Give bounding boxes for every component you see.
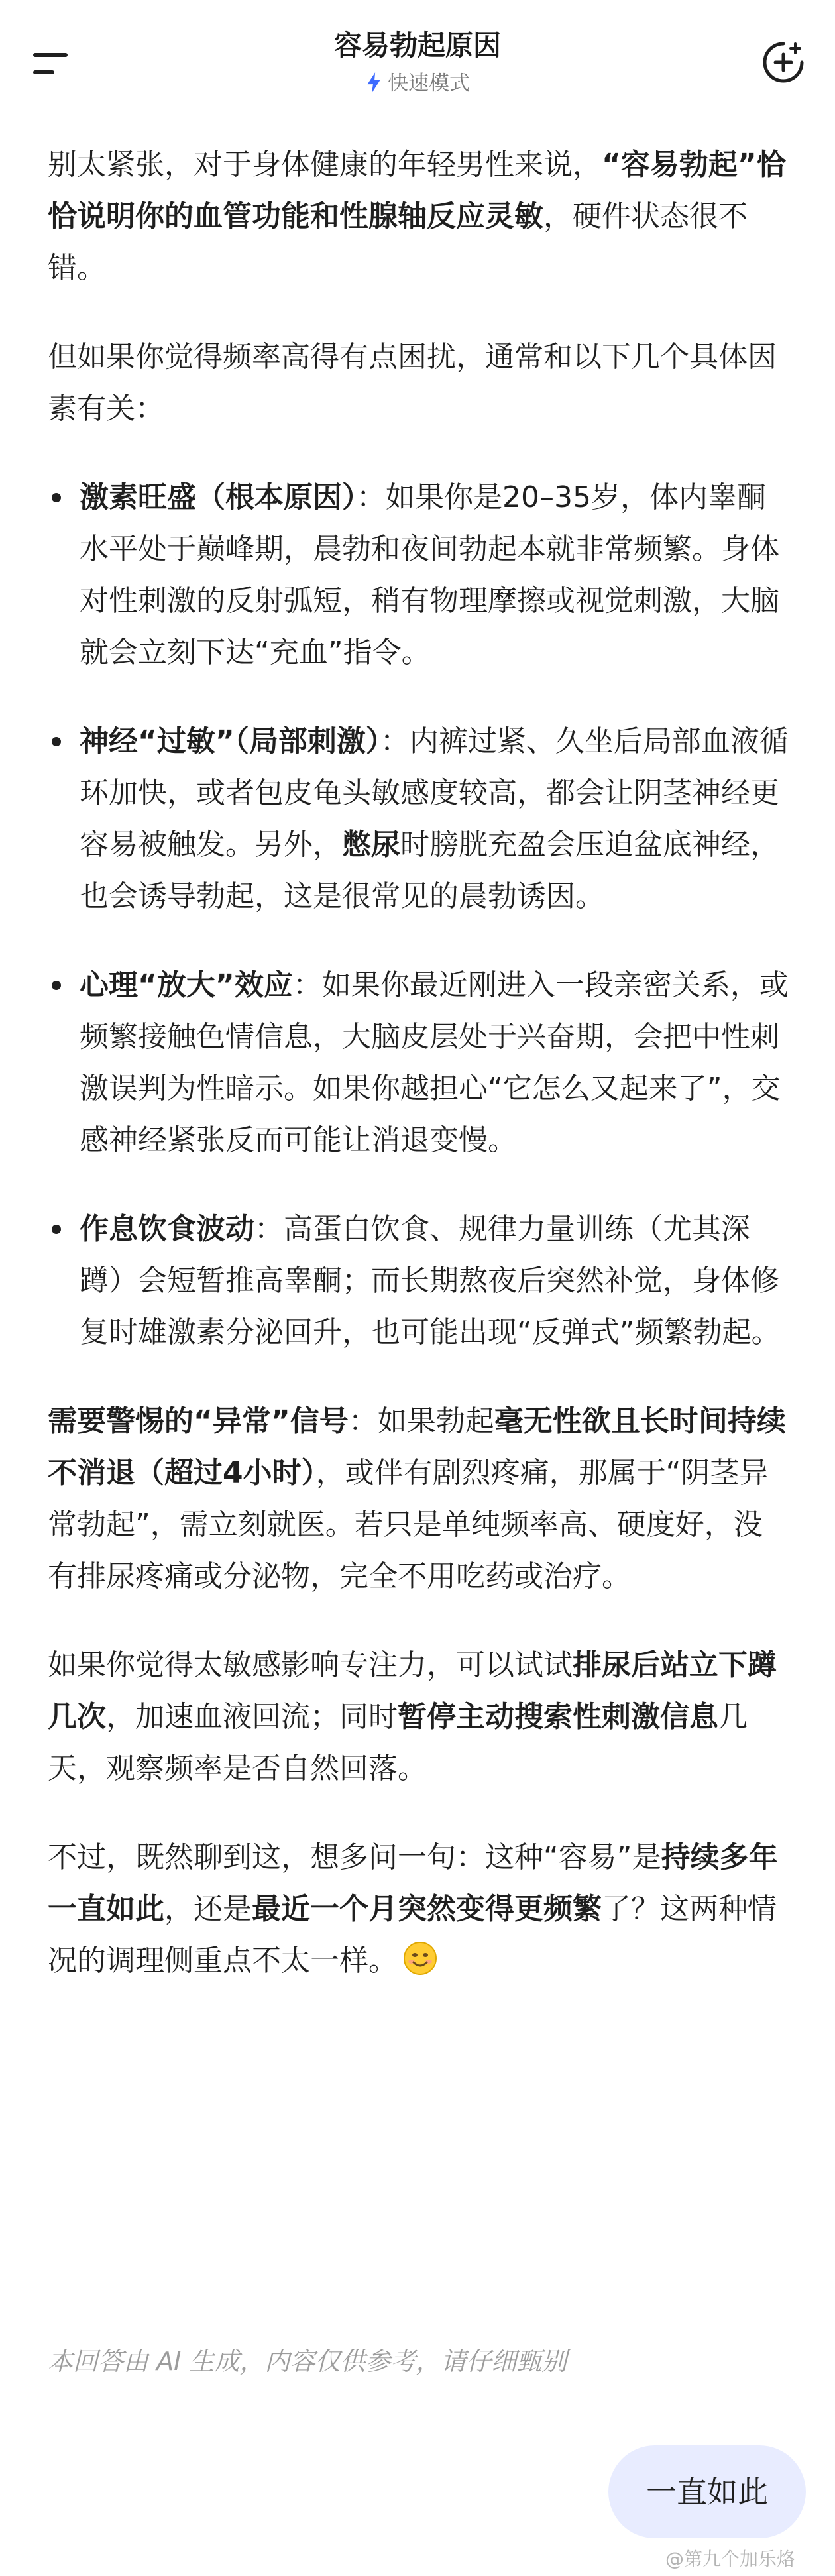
question-text: ，还是 xyxy=(164,1892,252,1926)
question-text-end: 了？这两种情况的调理侧重点不太一样。 xyxy=(48,1892,777,1978)
question-text: 不过，既然聊到这，想多问一句：这种“容易”是 xyxy=(48,1840,661,1874)
conversation-title: 容易勃起原因 xyxy=(333,29,501,62)
bullet-item xyxy=(48,716,790,923)
advice-bold: 暂停主动搜索性刺激信息 xyxy=(398,1700,718,1734)
smiling-face-icon xyxy=(403,1941,437,1976)
bullet-dot xyxy=(52,981,61,990)
intro-bold: “容易勃起”恰恰说明你的血管功能和性腺轴反应灵敏 xyxy=(48,148,786,233)
intro-text-end: ，硬件状态很不错。 xyxy=(48,199,748,285)
warning-bold: 毫无性欲且长时间持续不消退（超过4小时） xyxy=(48,1404,786,1490)
bullet-title: 神经“过敏”（局部刺激） xyxy=(80,724,380,758)
plus-circle-icon[interactable] xyxy=(761,40,806,85)
advice-bold: 排尿后站立下蹲几次 xyxy=(48,1648,777,1734)
bullet-title: 心理“放大”效应 xyxy=(80,968,293,1002)
bullet-dot xyxy=(52,493,61,502)
advice-paragraph xyxy=(48,1640,790,1795)
bullet-title: 作息饮食波动 xyxy=(80,1212,254,1246)
bullet-title: 激素旺盛（根本原因） xyxy=(80,480,357,514)
warning-text: ：如果勃起 xyxy=(348,1404,494,1438)
bullet-text: ：内裤过紧、久坐后局部血液循环加快，或者包皮龟头敏感度较高，都会让阴茎神经更容易被触发。另外， xyxy=(80,724,789,862)
lightning-icon xyxy=(365,72,382,94)
question-paragraph xyxy=(48,1832,790,1987)
bullet-bold: 憋尿 xyxy=(342,828,400,862)
bullet-item xyxy=(48,472,790,679)
user-message-bubble[interactable]: 一直如此 xyxy=(608,2445,806,2538)
ai-disclaimer: 本回答由 AI 生成，内容仅供参考，请仔细甄别 xyxy=(48,2347,567,2376)
advice-text: 如果你觉得太敏感影响专注力，可以试试 xyxy=(48,1648,573,1682)
assistant-message xyxy=(48,126,790,1987)
warning-paragraph xyxy=(48,1396,790,1602)
bullet-item xyxy=(48,960,790,1166)
top-bar xyxy=(0,0,835,133)
question-bold: 最近一个月突然变得更频繁 xyxy=(252,1892,602,1926)
question-bold: 持续多年一直如此 xyxy=(48,1840,778,1926)
mode-label: 快速模式 xyxy=(388,72,470,95)
lead-paragraph: 但如果你觉得频率高得有点困扰，通常和以下几个具体因素有关： xyxy=(48,340,777,425)
bullet-text: ：如果你最近刚进入一段亲密关系，或频繁接触色情信息，大脑皮层处于兴奋期，会把中性刺激误判为性暗示。如果你越担心“它怎么又起来了”，交感神经紧张反而可能让消退变慢。 xyxy=(80,968,789,1157)
bullet-text: ：高蛋白饮食、规律力量训练（尤其深蹲）会短暂推高睾酮；而长期熬夜后突然补觉，身体修复时雄激素分泌回升，也可能出现“反弹式”频繁勃起。 xyxy=(80,1212,781,1349)
bullet-dot xyxy=(52,1225,61,1234)
mode-indicator[interactable] xyxy=(0,66,835,96)
warning-heading: 需要警惕的“异常”信号 xyxy=(48,1404,349,1438)
bullet-dot xyxy=(52,737,61,746)
warning-text-end: ，或伴有剧烈疼痛，那属于“阴茎异常勃起”，需立刻就医。若只是单纯频率高、硬度好，没有排尿疼痛或分泌物，完全不用吃药或治疗。 xyxy=(48,1456,769,1593)
watermark: @第九个加乐烙 xyxy=(665,2548,796,2570)
bullet-item xyxy=(48,1204,790,1359)
intro-text: 别太紧张，对于身体健康的年轻男性来说， xyxy=(48,148,602,182)
intro-paragraph xyxy=(48,139,790,294)
bullet-text: ：如果你是20–35岁，体内睾酮水平处于巅峰期，晨勃和夜间勃起本就非常频繁。身体对性刺激的反射弧短，稍有物理摩擦或视觉刺激，大脑就会立刻下达“充血”指令。 xyxy=(80,480,779,669)
advice-text-end: 几天，观察频率是否自然回落。 xyxy=(48,1700,748,1785)
advice-text: ，加速血液回流；同时 xyxy=(106,1700,398,1734)
bullet-text-end: 时膀胱充盈会压迫盆底神经，也会诱导勃起，这是很常见的晨勃诱因。 xyxy=(80,828,779,913)
